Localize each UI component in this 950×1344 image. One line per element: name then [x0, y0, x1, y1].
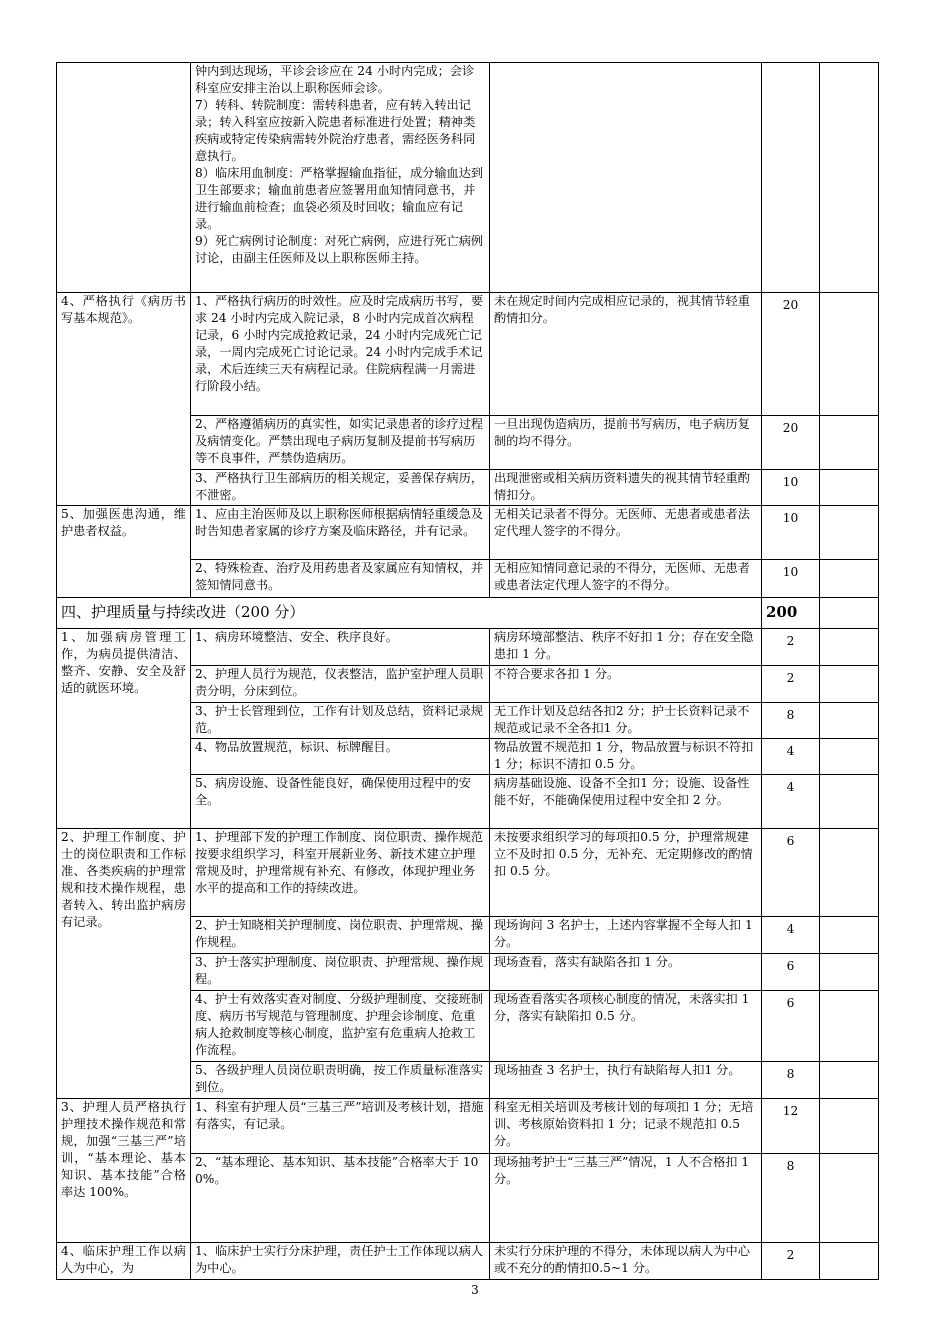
deduction-cell: 一旦出现伪造病历，提前书写病历，电子病历复制的均不得分。	[490, 416, 762, 470]
table-row	[57, 506, 879, 560]
page-number: 3	[471, 1283, 479, 1297]
table-row	[57, 829, 879, 917]
item-cell: 1、加强病房管理工作，为病员提供清洁、整齐、安静、安全及舒适的就医环境。	[57, 629, 191, 829]
standard-cell: 1、严格执行病历的时效性。应及时完成病历书写，要求 24 小时内完成入院记录，8 小时内完成首次病程记录，6 小时内完成抢救记录，24 小时内完成死亡记录，一周内完成死亡讨论记录。24 小时内完成手术记录，术后连续三天有病程记录。住院病程满一月需进行阶段小结。	[191, 293, 490, 416]
deduction-cell: 病房基础设施、设备不全扣1 分；设施、设备性能不好，不能确保使用过程中安全扣 2 分。	[490, 775, 762, 829]
standard-cell: 3、护士长管理到位，工作有计划及总结，资料记录规范。	[191, 703, 490, 739]
actual-score-cell	[820, 416, 879, 470]
score-cell: 10	[762, 560, 820, 598]
deduction-cell: 现场查看落实各项核心制度的情况，未落实扣 1 分，落实有缺陷扣 0.5 分。	[490, 991, 762, 1062]
deduction-cell: 现场抽查 3 名护士，执行有缺陷每人扣1 分。	[490, 1062, 762, 1099]
standard-cell: 1、护理部下发的护理工作制度、岗位职责、操作规范按要求组织学习，科室开展新业务、新技术建立护理常规及时，护理常规有补充、有修改，体现护理业务水平的提高和工作的持续改进。	[191, 829, 490, 917]
score-cell: 6	[762, 991, 820, 1062]
standard-cell: 1、临床护士实行分床护理，责任护士工作体现以病人为中心。	[191, 1243, 490, 1280]
standard-cell: 钟内到达现场，平诊会诊应在 24 小时内完成；会诊科室应安排主治以上职称医师会诊。 7）转科、转院制度：需转科患者，应有转入转出记录；转入科室应按新入院患者标准进行处置；精神类疾病或特定传染病需转外院治疗患者，需经医务科同意执行。 8）临床用血制度：严格掌握输血指征，成分输血达到卫生部要求；输血前患者应签署用血知情同意书，并进行输血前检查；血袋必须及时回收；输血应有记录。 9）死亡病例讨论制度：对死亡病例，应进行死亡病例讨论，由副主任医师及以上职称医师主持。	[191, 63, 490, 293]
item-cell: 3、护理人员严格执行护理技术操作规范和常规，加强“三基三严”培训，“基本理论、基本知识、基本技能”合格率达 100%。	[57, 1099, 191, 1243]
score-cell: 2	[762, 1243, 820, 1280]
actual-score-cell	[820, 666, 879, 703]
section-score: 200	[762, 598, 820, 629]
actual-score-cell	[820, 63, 879, 293]
section-title: 四、护理质量与持续改进（200 分）	[57, 598, 762, 629]
table-row	[57, 293, 879, 416]
score-cell: 2	[762, 666, 820, 703]
section-header-row	[57, 598, 879, 629]
item-cell	[57, 63, 191, 293]
score-cell: 12	[762, 1099, 820, 1154]
standard-cell: 3、严格执行卫生部病历的相关规定，妥善保存病历，不泄密。	[191, 470, 490, 506]
deduction-cell: 无相关记录者不得分。无医师、无患者或患者法定代理人签字的不得分。	[490, 506, 762, 560]
item-cell: 4、严格执行《病历书写基本规范》。	[57, 293, 191, 506]
standard-cell: 2、护士知晓相关护理制度、岗位职责、护理常规、操作规程。	[191, 917, 490, 954]
deduction-cell: 不符合要求各扣 1 分。	[490, 666, 762, 703]
score-cell: 10	[762, 470, 820, 506]
score-cell: 4	[762, 775, 820, 829]
score-cell: 20	[762, 416, 820, 470]
standard-cell: 2、“基本理论、基本知识、基本技能”合格率大于 100%。	[191, 1154, 490, 1243]
deduction-cell: 未按要求组织学习的每项扣0.5 分，护理常规建立不及时扣 0.5 分，无补充、无定期修改的酌情扣 0.5 分。	[490, 829, 762, 917]
actual-score-cell	[820, 560, 879, 598]
deduction-cell: 物品放置不规范扣 1 分，物品放置与标识不符扣 1 分；标识不清扣 0.5 分。	[490, 739, 762, 775]
standard-cell: 1、科室有护理人员“三基三严”培训及考核计划，措施有落实，有记录。	[191, 1099, 490, 1154]
deduction-cell: 现场查看，落实有缺陷各扣 1 分。	[490, 954, 762, 991]
score-cell	[762, 63, 820, 293]
actual-score-cell	[820, 1243, 879, 1280]
score-cell: 8	[762, 1154, 820, 1243]
evaluation-table	[56, 62, 879, 1280]
deduction-cell: 科室无相关培训及考核计划的每项扣 1 分；无培训、考核原始资料扣 1 分；记录不规范扣 0.5 分。	[490, 1099, 762, 1154]
actual-score-cell	[820, 991, 879, 1062]
standard-cell: 4、物品放置规范，标识、标牌醒目。	[191, 739, 490, 775]
deduction-cell: 无工作计划及总结各扣2 分；护士长资料记录不规范或记录不全各扣1 分。	[490, 703, 762, 739]
actual-score-cell	[820, 829, 879, 917]
deduction-cell: 现场询问 3 名护士，上述内容掌握不全每人扣 1 分。	[490, 917, 762, 954]
actual-score-cell	[820, 293, 879, 416]
actual-score-cell	[820, 1099, 879, 1154]
table-row	[57, 1099, 879, 1154]
table-row	[57, 63, 879, 293]
table-row	[57, 1243, 879, 1280]
actual-score-cell	[820, 739, 879, 775]
score-cell: 4	[762, 917, 820, 954]
actual-score-cell	[820, 470, 879, 506]
actual-score-cell	[820, 917, 879, 954]
standard-cell: 1、病房环境整洁、安全、秩序良好。	[191, 629, 490, 666]
item-cell: 4、临床护理工作以病人为中心，为	[57, 1243, 191, 1280]
standard-cell: 2、严格遵循病历的真实性，如实记录患者的诊疗过程及病情变化。严禁出现电子病历复制及提前书写病历等不良事件，严禁伪造病历。	[191, 416, 490, 470]
standard-cell: 1、应由主治医师及以上职称医师根据病情轻重缓急及时告知患者家属的诊疗方案及临床路径，并有记录。	[191, 506, 490, 560]
deduction-cell: 未在规定时间内完成相应记录的，视其情节轻重酌情扣分。	[490, 293, 762, 416]
actual-score-cell	[820, 775, 879, 829]
standard-cell: 5、病房设施、设备性能良好，确保使用过程中的安全。	[191, 775, 490, 829]
table-row	[57, 629, 879, 666]
standard-cell: 2、特殊检查、治疗及用药患者及家属应有知情权，并签知情同意书。	[191, 560, 490, 598]
standard-cell: 2、护理人员行为规范，仪表整洁，监护室护理人员职责分明，分床到位。	[191, 666, 490, 703]
score-cell: 8	[762, 1062, 820, 1099]
standard-cell: 3、护士落实护理制度、岗位职责、护理常规、操作规程。	[191, 954, 490, 991]
actual-score-cell	[820, 703, 879, 739]
score-cell: 20	[762, 293, 820, 416]
score-cell: 4	[762, 739, 820, 775]
actual-score-cell	[820, 506, 879, 560]
deduction-cell: 病房环境部整洁、秩序不好扣 1 分；存在安全隐患扣 1 分。	[490, 629, 762, 666]
item-cell: 2、护理工作制度、护士的岗位职责和工作标准、各类疾病的护理常规和技术操作规程，患者转入、转出监护病房有记录。	[57, 829, 191, 1099]
actual-score-cell	[820, 1154, 879, 1243]
actual-score-cell	[820, 629, 879, 666]
deduction-cell	[490, 63, 762, 293]
score-cell: 2	[762, 629, 820, 666]
score-cell: 10	[762, 506, 820, 560]
deduction-cell: 现场抽考护士“三基三严”情况，1 人不合格扣 1 分。	[490, 1154, 762, 1243]
actual-score-cell	[820, 1062, 879, 1099]
item-cell: 5、加强医患沟通，维护患者权益。	[57, 506, 191, 598]
deduction-cell: 未实行分床护理的不得分，未体现以病人为中心或不充分的酌情扣0.5~1 分。	[490, 1243, 762, 1280]
deduction-cell: 无相应知情同意记录的不得分，无医师、无患者或患者法定代理人签字的不得分。	[490, 560, 762, 598]
actual-score-cell	[820, 954, 879, 991]
score-cell: 8	[762, 703, 820, 739]
actual-score-cell	[820, 598, 879, 629]
score-cell: 6	[762, 954, 820, 991]
standard-cell: 5、各级护理人员岗位职责明确，按工作质量标准落实到位。	[191, 1062, 490, 1099]
score-cell: 6	[762, 829, 820, 917]
deduction-cell: 出现泄密或相关病历资料遗失的视其情节轻重酌情扣分。	[490, 470, 762, 506]
standard-cell: 4、护士有效落实查对制度、分级护理制度、交接班制度、病历书写规范与管理制度、护理会诊制度、危重病人抢救制度等核心制度，监护室有危重病人抢救工作流程。	[191, 991, 490, 1062]
